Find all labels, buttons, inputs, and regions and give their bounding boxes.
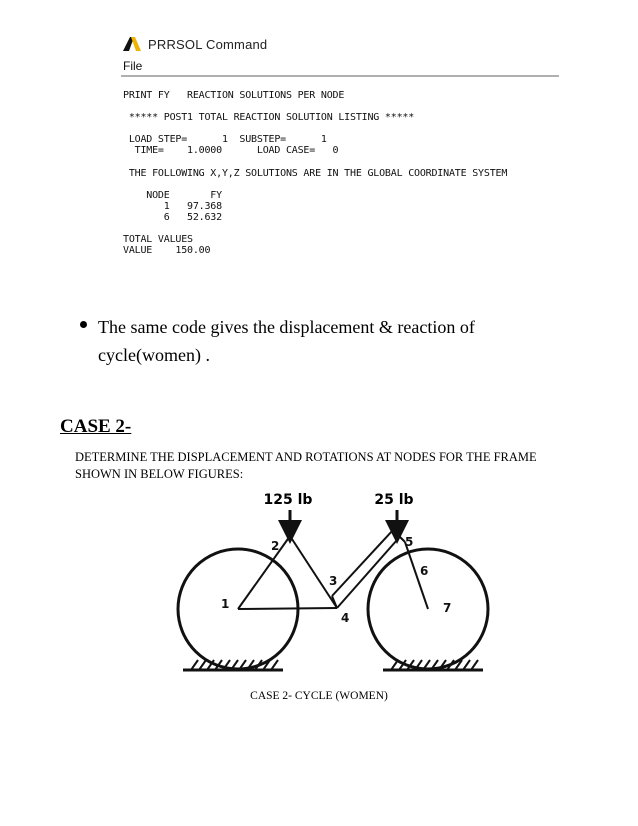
output-line-node1: 1 97.368 <box>123 201 222 212</box>
prrsol-window <box>117 28 559 270</box>
node-label-1: 1 <box>221 597 230 611</box>
output-line-total: TOTAL VALUES <box>123 234 193 245</box>
node-label-7: 7 <box>443 601 452 615</box>
window-title: PRRSOL Command <box>148 36 268 52</box>
output-line-columns: NODE FY <box>123 190 222 201</box>
output-line-print: PRINT FY REACTION SOLUTIONS PER NODE <box>123 90 345 101</box>
load-label-left: 125 lb <box>263 492 313 508</box>
case-description: DETERMINE THE DISPLACEMENT AND ROTATIONS AT NODES FOR THE FRAME SHOWN IN BELOW FIGURES: <box>75 450 537 481</box>
case-heading: CASE 2- <box>60 416 132 437</box>
output-line-value: VALUE 150.00 <box>123 245 211 256</box>
node-label-4: 4 <box>341 611 350 625</box>
node-label-3: 3 <box>329 574 338 588</box>
ground-support-left <box>183 660 283 670</box>
menu-divider <box>121 75 559 77</box>
bullet-dot-icon <box>80 321 87 328</box>
ansys-logo-icon <box>123 37 141 51</box>
window-title-bar <box>123 34 267 54</box>
ground-support-right <box>383 660 483 670</box>
bullet-text: The same code gives the displacement & reaction of cycle(women) . <box>98 317 475 365</box>
output-line-loadstep: LOAD STEP= 1 SUBSTEP= 1 <box>123 134 327 145</box>
figure-caption: CASE 2- CYCLE (WOMEN) <box>250 690 388 702</box>
output-line-node6: 6 52.632 <box>123 212 222 223</box>
load-label-right: 25 lb <box>374 492 414 508</box>
frame-members <box>238 530 428 609</box>
node-label-5: 5 <box>405 535 414 549</box>
menu-file[interactable]: File <box>123 59 143 73</box>
output-line-time: TIME= 1.0000 LOAD CASE= 0 <box>123 145 339 156</box>
node-label-2: 2 <box>271 539 280 553</box>
node-label-6: 6 <box>420 564 429 578</box>
output-line-coordsys: THE FOLLOWING X,Y,Z SOLUTIONS ARE IN THE GLOBAL COORDINATE SYSTEM <box>123 168 508 179</box>
output-line-header: ***** POST1 TOTAL REACTION SOLUTION LISTING ***** <box>123 112 415 123</box>
cycle-frame-figure <box>165 484 495 674</box>
